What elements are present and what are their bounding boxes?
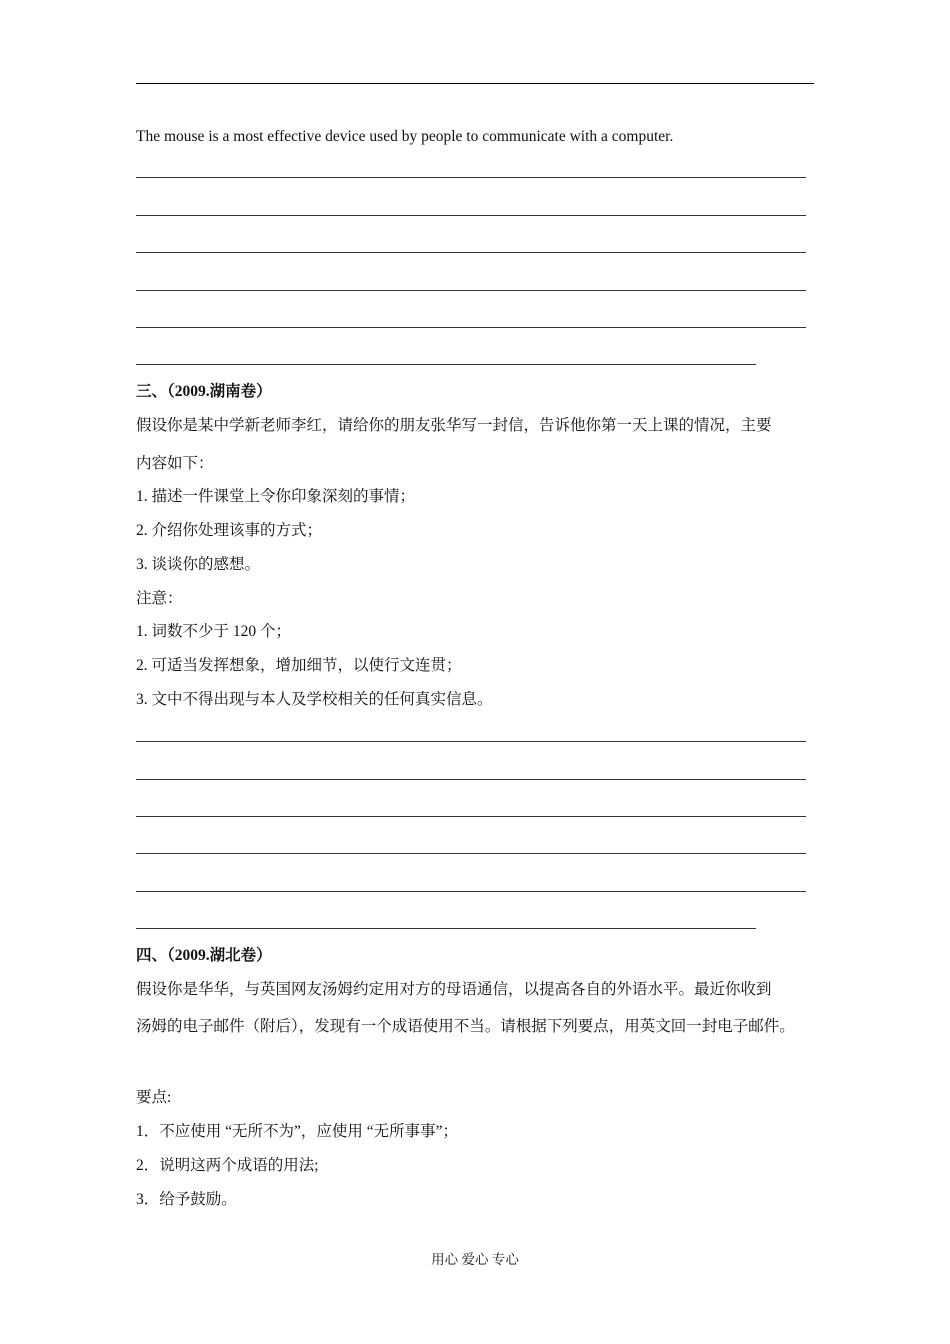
answer-line (136, 252, 806, 253)
answer-line (136, 741, 806, 742)
answer-line (136, 853, 806, 854)
answer-line (136, 290, 806, 291)
answer-line (136, 928, 756, 929)
section4-points-label: 要点: (136, 1089, 172, 1106)
intro-sentence: The mouse is a most effective device used by people to communicate with a computer. (136, 128, 674, 145)
section3-heading: 三、（2009.湖南卷） (136, 383, 272, 400)
section4-point: 3．给予鼓励。 (136, 1191, 237, 1208)
section3-point: 3. 谈谈你的感想。 (136, 556, 261, 573)
section3-prompt: 内容如下： (136, 455, 214, 472)
answer-line (136, 327, 806, 328)
section3-note: 2. 可适当发挥想象，增加细节，以使行文连贯； (136, 657, 462, 674)
section3-point: 2. 介绍你处理该事的方式； (136, 522, 323, 539)
section4-prompt: 假设你是华华，与英国网友汤姆约定用对方的母语通信，以提高各自的外语水平。最近你收到 (136, 981, 772, 998)
page-footer: 用心 爱心 专心 (431, 1252, 519, 1267)
answer-line (136, 816, 806, 817)
section3-prompt: 假设你是某中学新老师李红，请给你的朋友张华写一封信，告诉他你第一天上课的情况，主要 (136, 417, 772, 434)
section3-note: 1. 词数不少于 120 个； (136, 623, 292, 640)
section3-point: 1. 描述一件课堂上令你印象深刻的事情； (136, 488, 416, 505)
section4-prompt: 汤姆的电子邮件（附后），发现有一个成语使用不当。请根据下列要点，用英文回一封电子邮件。 (136, 1018, 795, 1035)
section4-point: 1．不应使用 “无所不为”，应使用 “无所事事”； (136, 1123, 459, 1140)
section4-point: 2．说明这两个成语的用法; (136, 1157, 319, 1174)
section3-notes-label: 注意： (136, 590, 183, 607)
answer-line (136, 779, 806, 780)
answer-line (136, 177, 806, 178)
answer-line (136, 215, 806, 216)
top-rule (136, 83, 814, 84)
answer-line (136, 364, 756, 365)
section3-note: 3. 文中不得出现与本人及学校相关的任何真实信息。 (136, 691, 493, 708)
section4-heading: 四、（2009.湖北卷） (136, 947, 272, 964)
answer-line (136, 891, 806, 892)
